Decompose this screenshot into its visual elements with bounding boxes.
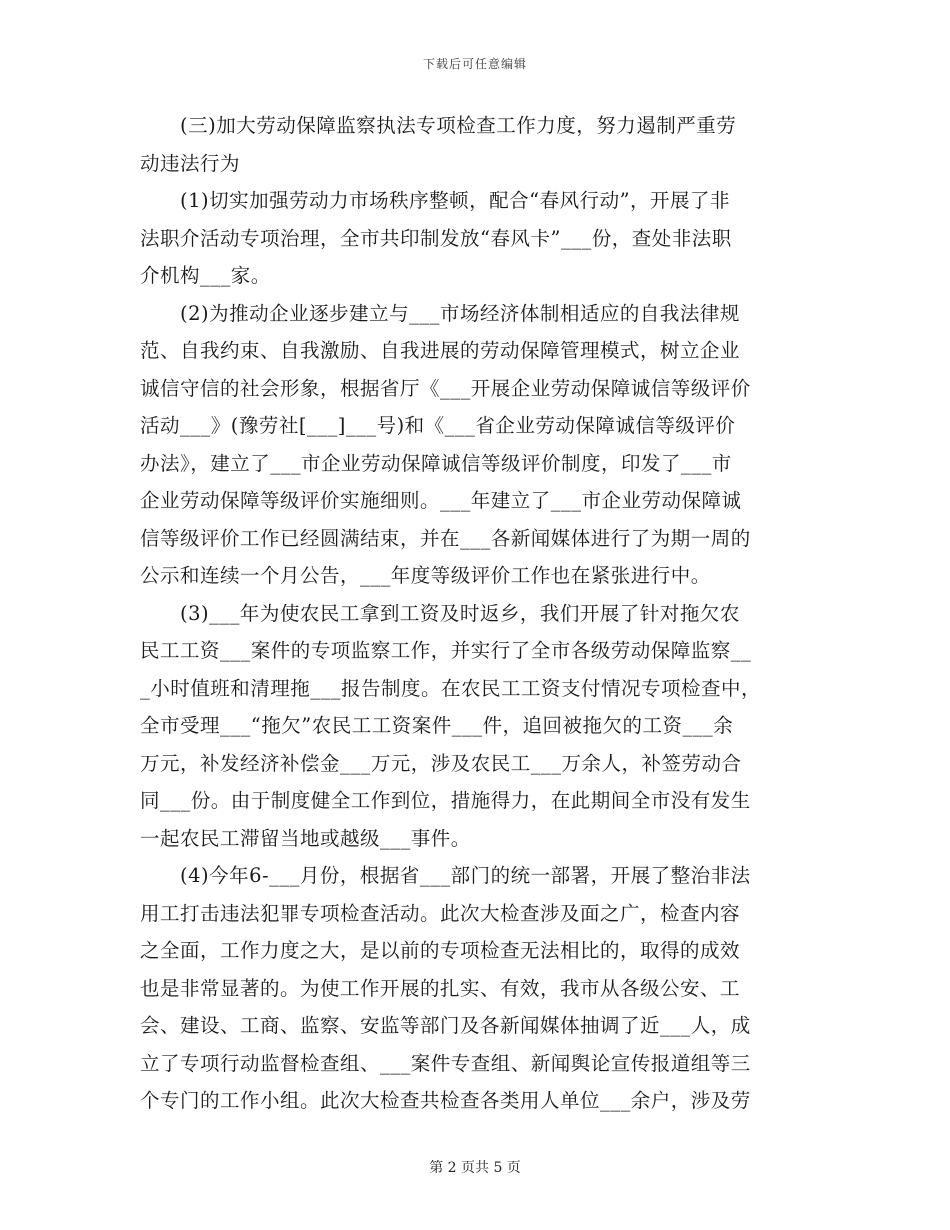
text-line: (三)加大劳动保障监察执法专项检查工作力度，努力遏制严重劳: [140, 114, 737, 137]
text-line: 公示和连续一个月公告，___年度等级评价工作也在紧张进行中。: [140, 564, 711, 587]
text-line: 动违法行为: [140, 151, 241, 175]
page-header: 下载后可任意编辑: [422, 57, 527, 71]
text-line: 信等级评价工作已经圆满结束，并在___各新闻媒体进行了为期一周的: [140, 526, 751, 550]
text-line: 活动___》(豫劳社[___]___号)和《___省企业劳动保障诚信等级评价: [140, 414, 736, 437]
text-line: 一起农民工滞留当地或越级___事件。: [140, 826, 471, 850]
text-line: 范、自我约束、自我激励、自我进展的劳动保障管理模式，树立企业: [140, 339, 741, 362]
text-line: 之全面，工作力度之大，是以前的专项检查无法相比的，取得的成效: [140, 939, 741, 962]
text-line: 也是非常显著的。为使工作开展的扎实、有效，我市从各级公安、工: [140, 976, 741, 1000]
text-line: _小时值班和清理拖___报告制度。在农民工工资支付情况专项检查中，: [140, 676, 762, 700]
text-line: 会、建设、工商、监察、安监等部门及各新闻媒体抽调了近___人，成: [140, 1014, 751, 1037]
text-line: (4)今年6-___月份，根据省___部门的统一部署，开展了整治非法: [140, 864, 751, 887]
text-line: (2)为推动企业逐步建立与___市场经济体制相适应的自我法律规: [140, 301, 740, 325]
text-line: 同___份。由于制度健全工作到位，措施得力，在此期间全市没有发生: [140, 789, 751, 812]
text-line: 民工工资___案件的专项监察工作，并实行了全市各级劳动保障监察__: [140, 639, 752, 662]
text-line: 个专门的工作小组。此次大检查共检查各类用人单位___余户，涉及劳: [140, 1089, 751, 1112]
document-body: [140, 107, 810, 1120]
text-line: (3)___年为使农民工拿到工资及时返乡，我们开展了针对拖欠农: [140, 601, 740, 625]
text-line: 介机构___家。: [140, 264, 271, 287]
text-line: 企业劳动保障等级评价实施细则。___年建立了___市企业劳动保障诚: [140, 489, 742, 512]
text-line: 法职介活动专项治理，全市共印制发放“春风卡”___份，查处非法职: [140, 226, 732, 250]
text-line: 办法》，建立了___市企业劳动保障诚信等级评价制度，印发了___市: [140, 451, 732, 475]
text-line: 立了专项行动监督检查组、___案件专查组、新闻舆论宣传报道组等三: [140, 1051, 751, 1075]
text-line: 万元，补发经济补偿金___万元，涉及农民工___万余人，补签劳动合: [140, 751, 742, 775]
text-line: 全市受理___“拖欠”农民工工资案件___件，追回被拖欠的工资___余: [140, 714, 734, 737]
text-line: (1)切实加强劳动力市场秩序整顿，配合“春风行动”，开展了非: [140, 189, 731, 212]
text-line: 用工打击违法犯罪专项检查活动。此次大检查涉及面之广，检查内容: [140, 901, 741, 925]
page-number: 第 2 页共 5 页: [429, 1160, 521, 1176]
text-line: 诚信守信的社会形象，根据省厅《___开展企业劳动保障诚信等级评价: [140, 376, 751, 400]
